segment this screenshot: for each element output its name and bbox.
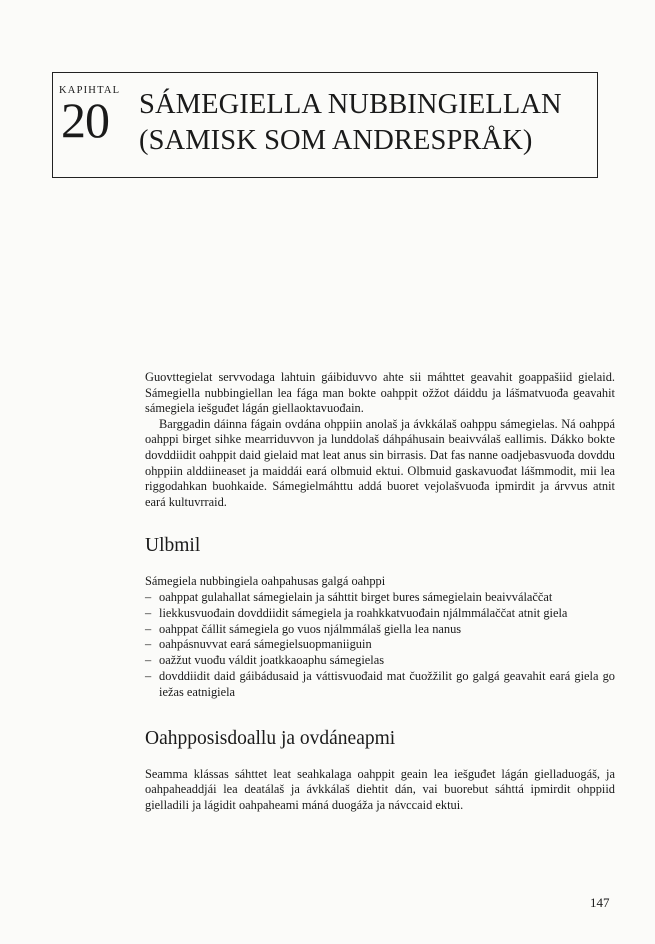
page-number: 147 <box>590 895 610 910</box>
goals-list-item <box>145 669 615 701</box>
goals-list-item <box>145 622 615 638</box>
list-dash: – <box>145 653 152 668</box>
list-dash: – <box>145 589 152 604</box>
list-dash: – <box>145 637 152 652</box>
list-dash: – <box>145 668 152 683</box>
chapter-title <box>139 87 562 159</box>
goals-list-item-text: oahppat gulahallat sámegielain ja sáhttit birget bures sámegielain beaivválaččat <box>159 589 553 604</box>
goals-list-item <box>145 590 615 606</box>
list-dash: – <box>145 621 152 636</box>
chapter-title-line1: SÁMEGIELLA NUBBINGIELLAN <box>139 89 562 120</box>
section-heading-oahpposisdoallu: Oahpposisdoallu ja ovdáneapmi <box>145 727 396 749</box>
intro-paragraph-2: Barggadin dáinna fágain ovdána ohppiin anolaš ja ávkkálaš oahppu sámegielas. Ná oahppá oahppi birget sihke mearriduvvon ja lunddolaš dáhpáhusain beaivválaš eallimis. Dákko bokte dovddiidit oahppit daid gielaid mat leat anus sin birrasis. Dat fas nanne oadjebasvuođa dovddu ohppiin alddiineaset ja maiddái eará olbmuid ektui. Olbmuid gaskavuođat lášmmodit, mii lea riggodahkan buohkaide. Sámegielmáhttu addá buoret vejolašvuođa ipmirdit ja árvvus atnit eará kultuvrraid. <box>145 416 615 509</box>
goals-list <box>145 590 615 701</box>
goals-list-item <box>145 653 615 669</box>
goals-list-item-text: dovddiidit daid gáibádusaid ja váttisvuođaid mat čuožžilit go galgá geavahit eará giela go iežas eatnigiela <box>159 668 615 699</box>
chapter-number: 20 <box>61 92 109 148</box>
goals-list-item-text: liekkusvuođain dovddiidit sámegiela ja roahkkatvuođain njálmmálaččat atnit giela <box>159 605 568 620</box>
page-content <box>145 370 615 813</box>
goals-list-item <box>145 637 615 653</box>
chapter-kicker: KAPIHTAL <box>59 85 121 96</box>
section-heading-ulbmil: Ulbmil <box>145 535 201 557</box>
goals-list-item-text: oažžut vuođu váldit joatkkaoaphu sámegielas <box>159 653 385 668</box>
oahpposisdoallu-paragraph-1: Seamma klássas sáhttet leat seahkalaga oahppit geain lea iešguđet lágán gielladuogáš, ja oahpaheaddjái lea deatálaš ja ávkkálaš diehtit dán, vai buorebut sáhttá ipmirdit ohppiid gielladili ja lágidit oahpaheami máná duogáža ja návccaid ektui. <box>145 766 615 812</box>
intro-paragraph-1: Guovttegielat servvodaga lahtuin gáibiduvvo ahte sii máhttet geavahit goappašiid gielaid. Sámegiella nubbingiellan lea fága man bokte oahppit ožžot dáiddu ja lášmatvuođa geavahit sámegiela iešguđet lágán giellaoktavuođain. <box>145 370 615 416</box>
chapter-header <box>52 72 598 178</box>
goals-list-item <box>145 606 615 622</box>
ulbmil-intro: Sámegiela nubbingiela oahpahusas galgá oahppi <box>145 574 386 589</box>
goals-list-item-text: oahppat čállit sámegiela go vuos njálmmálaš giella lea nanus <box>159 621 462 636</box>
list-dash: – <box>145 605 152 620</box>
chapter-title-line2: (SAMISK SOM ANDRESPRÅK) <box>139 125 533 156</box>
goals-list-item-text: oahpásnuvvat eará sámegielsuopmaniiguin <box>159 637 372 652</box>
